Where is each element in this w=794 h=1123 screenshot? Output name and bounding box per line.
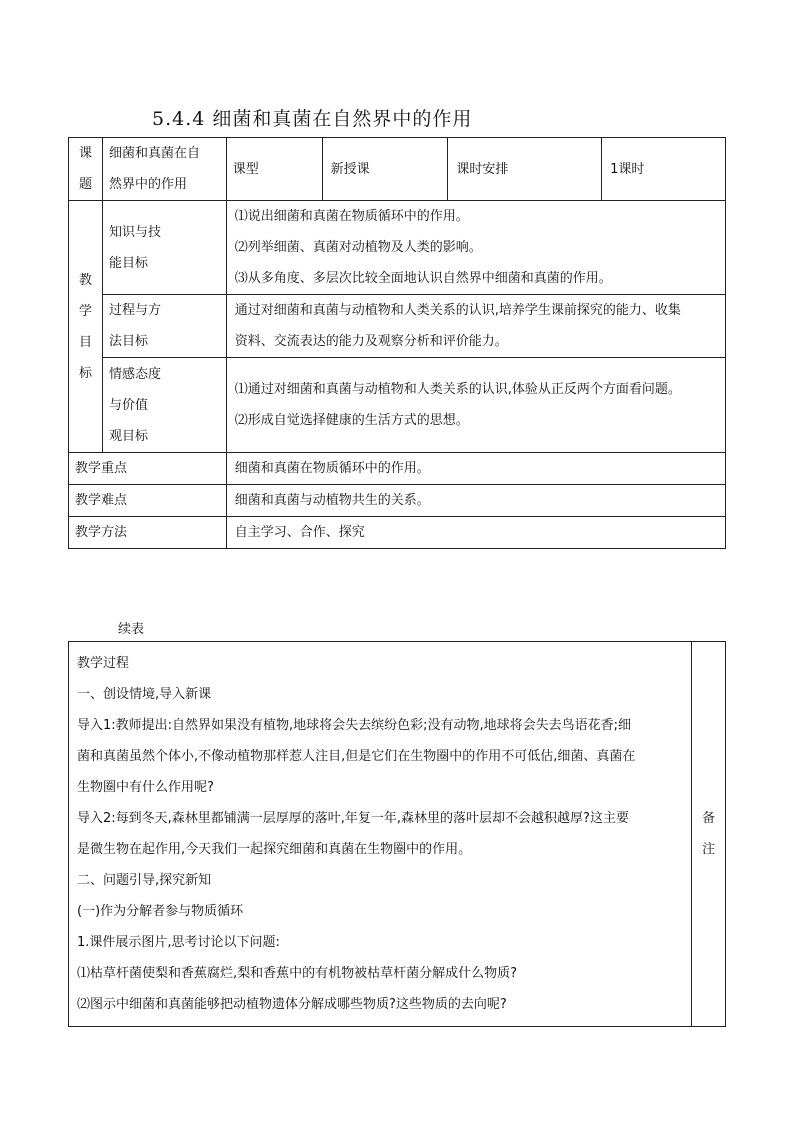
process-content	[69, 642, 692, 1027]
key-point-value: 细菌和真菌在物质循环中的作用。	[226, 453, 725, 485]
type-value: 新授课	[322, 138, 448, 201]
emotion-goals: ⑴通过对细菌和真菌与动植物和人类关系的认识,体验从正反两个方面看问题。 ⑵形成自觉选择健康的生活方式的思想。	[226, 358, 725, 453]
table-row	[69, 358, 726, 453]
topic-value: 细菌和真菌在自 然界中的作用	[102, 138, 226, 201]
paragraph-line: 菌和真菌虽然个体小,不像动植物那样惹人注目,但是它们在生物圈中的作用不可低估,细菌、真菌在	[77, 749, 636, 764]
paragraph-line: 1.课件展示图片,思考讨论以下问题:	[77, 935, 280, 950]
schedule-value: 1课时	[602, 138, 726, 201]
method-label: 教学方法	[69, 517, 227, 549]
method-value: 自主学习、合作、探究	[226, 517, 725, 549]
process-heading: 教学过程	[77, 656, 130, 671]
key-point-label: 教学重点	[69, 453, 227, 485]
schedule-label: 课时安排	[448, 138, 602, 201]
remarks-column: 备 注	[692, 642, 726, 1027]
knowledge-label: 知识与技 能目标	[102, 201, 226, 295]
question-line: ⑵图示中细菌和真菌能够把动植物遗体分解成哪些物质?这些物质的去向呢?	[77, 997, 507, 1012]
table-row	[69, 295, 726, 358]
process-goals: 通过对细菌和真菌与动植物和人类关系的认识,培养学生课前探究的能力、收集 资料、交流表达的能力及观察分析和评价能力。	[226, 295, 725, 358]
table-row	[69, 453, 726, 485]
lesson-info-table	[68, 137, 726, 549]
table-row	[69, 642, 726, 1027]
difficulty-value: 细菌和真菌与动植物共生的关系。	[226, 485, 725, 517]
section-heading: 一、创设情境,导入新课	[77, 687, 212, 702]
process-label: 过程与方 法目标	[102, 295, 226, 358]
question-line: ⑴枯草杆菌使梨和香蕉腐烂,梨和香蕉中的有机物被枯草杆菌分解成什么物质?	[77, 966, 518, 981]
topic-label: 课 题	[69, 138, 103, 201]
emotion-label: 情感态度 与价值 观目标	[102, 358, 226, 453]
page-title: 5.4.4 细菌和真菌在自然界中的作用	[152, 108, 473, 130]
paragraph-line: 是微生物在起作用,今天我们一起探究细菌和真菌在生物圈中的作用。	[77, 842, 472, 857]
table-row	[69, 517, 726, 549]
table-row	[69, 138, 726, 201]
section-heading: 二、问题引导,探究新知	[77, 873, 212, 888]
table-row	[69, 485, 726, 517]
paragraph-line: 导入2:每到冬天,森林里都铺满一层厚厚的落叶,年复一年,森林里的落叶层却不会越积越厚?这主要	[77, 811, 629, 826]
goals-label: 教 学 目 标	[69, 201, 103, 453]
teaching-process-table	[68, 641, 726, 1027]
paragraph-line: 导入1:教师提出:自然界如果没有植物,地球将会失去缤纷色彩;没有动物,地球将会失去鸟语花香;细	[77, 718, 632, 733]
subsection-heading: (一)作为分解者参与物质循环	[77, 904, 244, 919]
knowledge-goals: ⑴说出细菌和真菌在物质循环中的作用。 ⑵列举细菌、真菌对动植物及人类的影响。 ⑶从多角度、多层次比较全面地认识自然界中细菌和真菌的作用。	[226, 201, 725, 295]
table-row	[69, 201, 726, 295]
type-label: 课型	[226, 138, 322, 201]
difficulty-label: 教学难点	[69, 485, 227, 517]
paragraph-line: 生物圈中有什么作用呢?	[77, 780, 214, 795]
continued-label: 续表	[118, 622, 145, 637]
